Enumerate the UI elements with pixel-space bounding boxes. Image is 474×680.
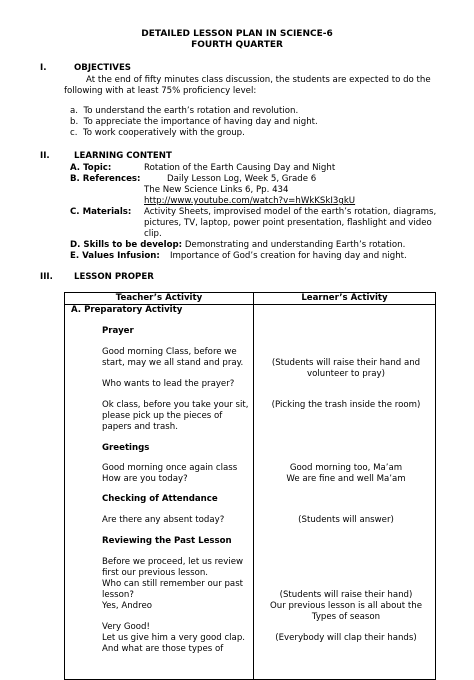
teacher-line: start, may we all stand and pray. <box>102 358 244 368</box>
learner-line: Our previous lesson is all about the <box>269 601 422 611</box>
objective-letter: c. <box>70 128 78 138</box>
references-link[interactable]: http://www.youtube.com/watch?v=hWkKSkI3gkU <box>144 196 356 206</box>
section-number: III. <box>40 272 53 282</box>
review-heading: Reviewing the Past Lesson <box>102 536 232 546</box>
teacher-line: please pick up the pieces of <box>102 411 223 421</box>
section-title: OBJECTIVES <box>74 63 132 73</box>
learner-line: (Everybody will clap their hands) <box>275 633 417 643</box>
teacher-line: How are you today? <box>102 474 188 484</box>
teacher-line: Who can still remember our past <box>102 579 244 589</box>
values-value: Importance of God’s creation for having day and night. <box>170 251 407 261</box>
attendance-heading: Checking of Attendance <box>102 494 218 504</box>
learner-activity-cell <box>254 305 436 680</box>
references-label: B. References: <box>70 174 141 184</box>
materials-line3: clip. <box>144 229 162 239</box>
references-value-2: The New Science Links 6, Pp. 434 <box>144 185 289 195</box>
learner-line: volunteer to pray) <box>307 369 385 379</box>
greetings-heading: Greetings <box>102 443 150 453</box>
learner-line: Good morning too, Ma’am <box>289 463 403 473</box>
document-title: DETAILED LESSON PLAN IN SCIENCE-6 <box>141 29 333 39</box>
learner-line: We are fine and well Ma’am <box>286 474 406 484</box>
skills-value: Demonstrating and understanding Earth’s rotation. <box>184 240 406 250</box>
teacher-line: Who wants to lead the prayer? <box>102 379 235 389</box>
teacher-line: Good morning once again class <box>102 463 238 473</box>
learner-line: (Students will raise their hand) <box>279 590 413 600</box>
teacher-line: lesson? <box>102 590 134 600</box>
skills-row <box>70 240 405 251</box>
learner-line: (Picking the trash inside the room) <box>271 400 421 410</box>
section-number: II. <box>40 151 50 161</box>
materials-line1: Activity Sheets, improvised model of the earth’s rotation, diagrams, <box>144 207 437 217</box>
table-header-row <box>65 293 436 305</box>
teacher-line: Very Good! <box>102 622 150 632</box>
objective-letter: a. <box>70 106 78 116</box>
learner-line: (Students will answer) <box>298 515 394 525</box>
column-header-learner: Learner’s Activity <box>254 293 436 305</box>
topic-label: A. Topic: <box>70 163 112 173</box>
column-header-teacher: Teacher’s Activity <box>65 293 254 305</box>
objective-item-b <box>70 117 318 128</box>
teacher-line: Ok class, before you take your sit, <box>102 400 249 410</box>
objective-item-a <box>70 106 298 117</box>
teacher-line: Let us give him a very good clap. <box>102 633 246 643</box>
learner-line: Types of season <box>311 612 381 622</box>
table-row <box>65 305 436 680</box>
document-subtitle: FOURTH QUARTER <box>191 40 283 50</box>
materials-label: C. Materials: <box>70 207 132 217</box>
teacher-line: And what are those types of <box>102 644 224 654</box>
materials-line2: pictures, TV, laptop, power point presentation, flashlight and video <box>144 218 432 228</box>
teacher-line: Are there any absent today? <box>102 515 225 525</box>
objective-text: To appreciate the importance of having day and night. <box>83 117 318 127</box>
preparatory-activity-heading: A. Preparatory Activity <box>71 305 183 315</box>
teacher-line: Before we proceed, let us review <box>102 557 244 567</box>
skills-label: D. Skills to be develop: <box>70 240 183 250</box>
objectives-intro-line2: following with at least 75% proficiency level: <box>64 86 257 96</box>
section-title: LESSON PROPER <box>74 272 154 282</box>
teacher-line: first our previous lesson. <box>102 568 209 578</box>
teacher-line: Yes, Andreo <box>102 601 153 611</box>
section-title: LEARNING CONTENT <box>74 151 172 161</box>
values-label: E. Values Infusion: <box>70 251 160 261</box>
teacher-line: papers and trash. <box>102 422 178 432</box>
objectives-intro-line1: At the end of fifty minutes class discussion, the students are expected to do the <box>86 75 431 85</box>
prayer-heading: Prayer <box>102 326 134 336</box>
teacher-activity-cell <box>65 305 254 680</box>
objective-text: To work cooperatively with the group. <box>82 128 245 138</box>
teacher-line: Good morning Class, before we <box>102 347 237 357</box>
objective-letter: b. <box>70 117 79 127</box>
references-value-1: Daily Lesson Log, Week 5, Grade 6 <box>167 174 317 184</box>
lesson-activity-table <box>64 292 436 680</box>
objective-item-c <box>70 128 245 139</box>
section-number: I. <box>40 63 47 73</box>
learner-line: (Students will raise their hand and <box>271 358 421 368</box>
objective-text: To understand the earth’s rotation and revolution. <box>83 106 299 116</box>
topic-value: Rotation of the Earth Causing Day and Night <box>144 163 336 173</box>
